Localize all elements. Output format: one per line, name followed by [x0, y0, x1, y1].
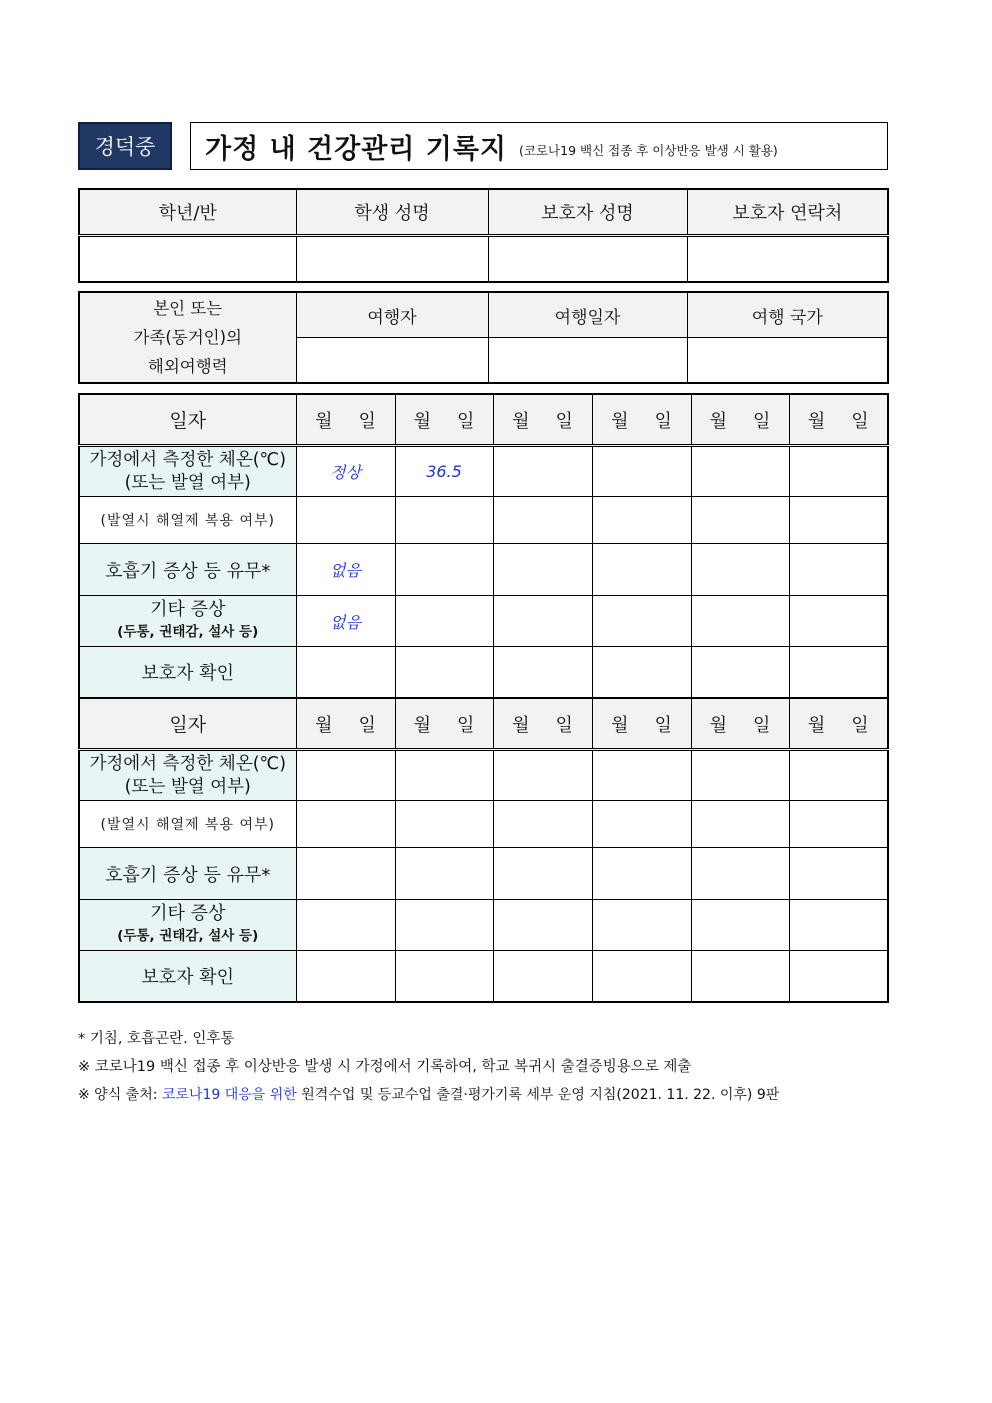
date-cell[interactable]: 월 일: [493, 394, 592, 446]
temperature-cell[interactable]: [296, 750, 395, 801]
other-symptoms-cell[interactable]: [493, 900, 592, 951]
footnotes: [78, 1027, 878, 1111]
fever-medicine-label: (발열시 해열제 복용 여부): [79, 497, 296, 544]
respiratory-cell[interactable]: [493, 544, 592, 596]
header-student-name: 학생 성명: [296, 189, 488, 236]
fever-medicine-cell[interactable]: [592, 801, 691, 848]
header-grade-class: 학년/반: [79, 189, 296, 236]
fever-medicine-cell[interactable]: [691, 497, 789, 544]
temperature-cell[interactable]: [789, 446, 888, 497]
guardian-contact-field[interactable]: [687, 236, 888, 283]
date-cell[interactable]: 월 일: [493, 698, 592, 750]
header-guardian-contact: 보호자 연락처: [687, 189, 888, 236]
school-badge: 경덕중: [78, 122, 172, 170]
date-cell[interactable]: 월 일: [296, 698, 395, 750]
temperature-label: 가정에서 측정한 체온(℃) (또는 발열 여부): [79, 750, 296, 801]
other-symptoms-cell[interactable]: [395, 900, 493, 951]
temperature-row: [79, 750, 888, 801]
temperature-cell[interactable]: [691, 750, 789, 801]
temperature-cell[interactable]: 36.5: [395, 446, 493, 497]
footnote-symptoms: * 기침, 호흡곤란. 인후통: [78, 1031, 235, 1047]
respiratory-cell[interactable]: [493, 848, 592, 900]
temperature-cell[interactable]: 정상: [296, 446, 395, 497]
fever-medicine-cell[interactable]: [296, 497, 395, 544]
travel-date-field[interactable]: [488, 338, 687, 384]
date-cell[interactable]: 월 일: [789, 394, 888, 446]
student-name-field[interactable]: [296, 236, 488, 283]
guardian-confirm-cell[interactable]: [691, 951, 789, 1003]
header-travel-country: 여행 국가: [687, 292, 888, 338]
guardian-confirm-cell[interactable]: [296, 951, 395, 1003]
guardian-name-field[interactable]: [488, 236, 687, 283]
other-symptoms-cell[interactable]: [296, 900, 395, 951]
temperature-cell[interactable]: [493, 750, 592, 801]
respiratory-cell[interactable]: [592, 848, 691, 900]
fever-medicine-cell[interactable]: [789, 801, 888, 848]
header-travel-date: 여행일자: [488, 292, 687, 338]
title-box: [190, 122, 888, 170]
date-label: 일자: [79, 394, 296, 446]
respiratory-cell[interactable]: [395, 544, 493, 596]
other-symptoms-cell[interactable]: [691, 596, 789, 647]
other-symptoms-row: [79, 596, 888, 647]
fever-medicine-cell[interactable]: [296, 801, 395, 848]
temperature-cell[interactable]: [592, 446, 691, 497]
form-title: 가정 내 건강관리 기록지: [205, 133, 508, 165]
fever-medicine-cell[interactable]: [493, 497, 592, 544]
other-symptoms-label: 기타 증상 (두통, 권태감, 설사 등): [79, 596, 296, 647]
other-symptoms-cell[interactable]: [691, 900, 789, 951]
date-row: [79, 394, 888, 446]
guardian-confirm-cell[interactable]: [395, 951, 493, 1003]
fever-medicine-row: [79, 801, 888, 848]
temperature-label: 가정에서 측정한 체온(℃) (또는 발열 여부): [79, 446, 296, 497]
footnote-source: ※ 양식 출처: 코로나19 대응을 위한 원격수업 및 등교수업 출결·평가기록 세부 운영 지침(2021. 11. 22. 이후) 9판: [78, 1087, 780, 1103]
date-cell[interactable]: 월 일: [592, 698, 691, 750]
other-symptoms-cell[interactable]: [592, 900, 691, 951]
other-symptoms-cell[interactable]: 없음: [296, 596, 395, 647]
respiratory-cell[interactable]: [691, 848, 789, 900]
other-symptoms-row: [79, 900, 888, 951]
temperature-cell[interactable]: [789, 750, 888, 801]
temperature-cell[interactable]: [592, 750, 691, 801]
guardian-confirm-cell[interactable]: [395, 647, 493, 699]
source-highlight: 코로나19 대응을 위한: [161, 1087, 297, 1103]
other-symptoms-cell[interactable]: [789, 900, 888, 951]
guardian-confirm-cell[interactable]: [493, 647, 592, 699]
respiratory-row: [79, 544, 888, 596]
respiratory-cell[interactable]: [592, 544, 691, 596]
guardian-confirm-label: 보호자 확인: [79, 647, 296, 699]
date-cell[interactable]: 월 일: [789, 698, 888, 750]
date-cell[interactable]: 월 일: [395, 394, 493, 446]
traveler-field[interactable]: [296, 338, 488, 384]
fever-medicine-cell[interactable]: [691, 801, 789, 848]
other-symptoms-cell[interactable]: [789, 596, 888, 647]
respiratory-cell[interactable]: [789, 848, 888, 900]
guardian-confirm-cell[interactable]: [592, 951, 691, 1003]
respiratory-label: 호흡기 증상 등 유무*: [79, 848, 296, 900]
guardian-confirm-row: [79, 647, 888, 699]
fever-medicine-cell[interactable]: [395, 801, 493, 848]
respiratory-cell[interactable]: [296, 848, 395, 900]
respiratory-row: [79, 848, 888, 900]
fever-medicine-label: (발열시 해열제 복용 여부): [79, 801, 296, 848]
travel-history-label: 본인 또는 가족(동거인)의 해외여행력: [79, 292, 296, 383]
guardian-confirm-cell[interactable]: [493, 951, 592, 1003]
guardian-confirm-label: 보호자 확인: [79, 951, 296, 1003]
temperature-cell[interactable]: [691, 446, 789, 497]
other-symptoms-cell[interactable]: [493, 596, 592, 647]
temperature-row: [79, 446, 888, 497]
respiratory-cell[interactable]: [691, 544, 789, 596]
respiratory-label: 호흡기 증상 등 유무*: [79, 544, 296, 596]
guardian-confirm-cell[interactable]: [691, 647, 789, 699]
header-traveler: 여행자: [296, 292, 488, 338]
temperature-cell[interactable]: [395, 750, 493, 801]
travel-country-field[interactable]: [687, 338, 888, 384]
guardian-confirm-cell[interactable]: [592, 647, 691, 699]
date-cell[interactable]: 월 일: [395, 698, 493, 750]
fever-medicine-cell[interactable]: [789, 497, 888, 544]
footnote-submission: ※ 코로나19 백신 접종 후 이상반응 발생 시 가정에서 기록하여, 학교 복귀시 출결증빙용으로 제출: [78, 1059, 692, 1075]
date-cell[interactable]: 월 일: [592, 394, 691, 446]
date-cell[interactable]: 월 일: [691, 394, 789, 446]
fever-medicine-row: [79, 497, 888, 544]
fever-medicine-cell[interactable]: [592, 497, 691, 544]
other-symptoms-label: 기타 증상 (두통, 권태감, 설사 등): [79, 900, 296, 951]
guardian-confirm-cell[interactable]: [296, 647, 395, 699]
respiratory-cell[interactable]: 없음: [296, 544, 395, 596]
date-cell[interactable]: 월 일: [691, 698, 789, 750]
respiratory-cell[interactable]: [395, 848, 493, 900]
fever-medicine-cell[interactable]: [395, 497, 493, 544]
form-header: [78, 122, 888, 170]
temperature-cell[interactable]: [493, 446, 592, 497]
student-info-table: [78, 188, 889, 283]
other-symptoms-cell[interactable]: [592, 596, 691, 647]
other-symptoms-cell[interactable]: [395, 596, 493, 647]
guardian-confirm-cell[interactable]: [789, 951, 888, 1003]
header-guardian-name: 보호자 성명: [488, 189, 687, 236]
travel-history-table: [78, 291, 889, 384]
guardian-confirm-cell[interactable]: [789, 647, 888, 699]
date-cell[interactable]: 월 일: [296, 394, 395, 446]
grade-class-field[interactable]: [79, 236, 296, 283]
date-label: 일자: [79, 698, 296, 750]
health-record-table: [78, 393, 889, 1003]
date-row: [79, 698, 888, 750]
fever-medicine-cell[interactable]: [493, 801, 592, 848]
respiratory-cell[interactable]: [789, 544, 888, 596]
guardian-confirm-row: [79, 951, 888, 1003]
form-subtitle: (코로나19 백신 접종 후 이상반응 발생 시 활용): [519, 143, 778, 158]
